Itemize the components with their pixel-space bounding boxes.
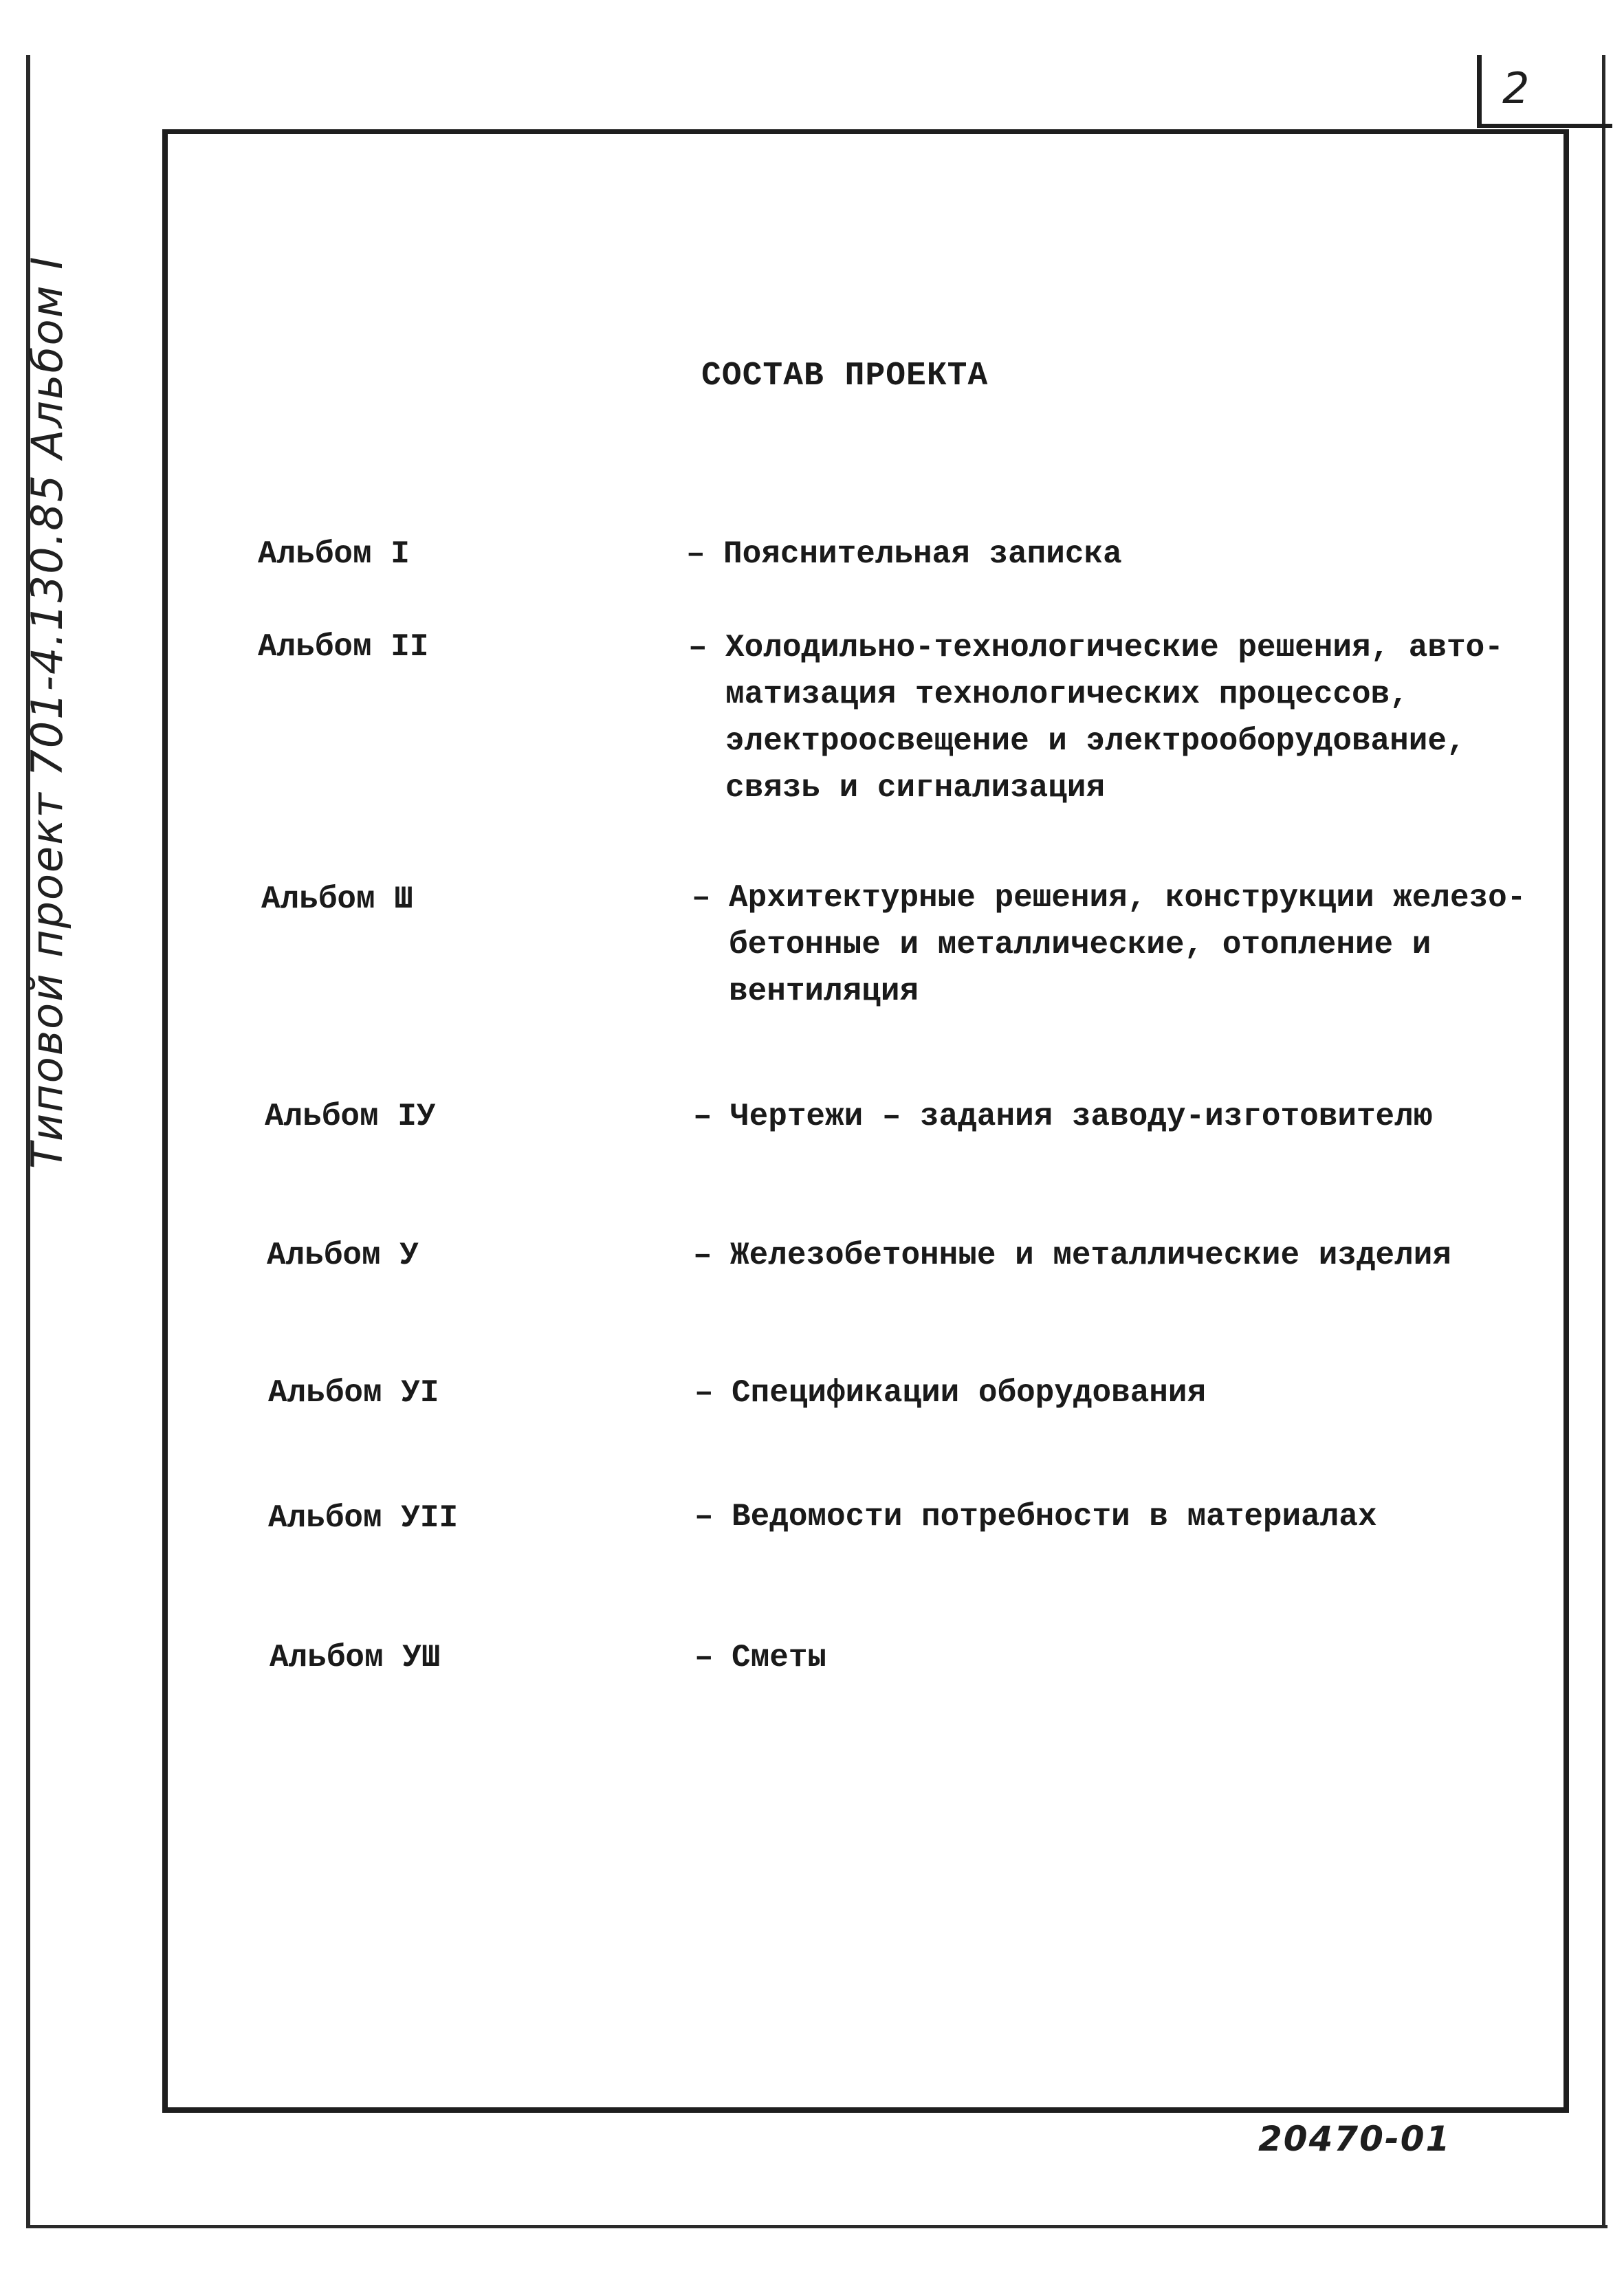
description-line: матизация технологических процессов, <box>725 677 1409 712</box>
description-line: электроосвещение и электрооборудование, <box>725 723 1466 759</box>
album-label: Альбом УI <box>268 1375 439 1411</box>
description-line: Железобетонные и металлические изделия <box>730 1238 1451 1273</box>
description-line: Холодильно-технологические решения, авто- <box>725 630 1504 666</box>
dash: – <box>693 1099 712 1134</box>
album-description <box>694 1370 1207 1416</box>
album-label: Альбом У <box>267 1238 419 1273</box>
album-label: Альбом Ш <box>261 881 413 917</box>
description-line: связь и сигнализация <box>725 770 1106 806</box>
dash: – <box>693 1238 712 1273</box>
outer-border-bottom <box>26 2225 1607 2228</box>
description-line: Чертежи – задания заводу-изготовителю <box>730 1099 1433 1134</box>
dash: – <box>686 536 705 572</box>
album-description <box>694 1493 1377 1540</box>
album-label: Альбом I <box>258 536 410 572</box>
album-label: Альбом УII <box>268 1500 459 1536</box>
dash: – <box>694 1375 714 1411</box>
description-line: бетонные и металлические, отопление и <box>729 927 1431 963</box>
album-description <box>694 1634 827 1681</box>
album-label: Альбом II <box>258 629 429 665</box>
description-line: Пояснительная записка <box>723 536 1122 572</box>
album-description <box>693 1232 1451 1279</box>
description-line: Спецификации оборудования <box>732 1375 1207 1411</box>
album-description <box>692 875 1526 1015</box>
album-label: Альбом IУ <box>265 1099 436 1134</box>
outer-border-right <box>1602 55 1605 2228</box>
album-label: Альбом УШ <box>270 1640 441 1676</box>
description-line: Архитектурные решения, конструкции железо- <box>729 880 1526 916</box>
dash: – <box>688 630 707 666</box>
page-number: 2 <box>1502 63 1530 113</box>
page-number-box <box>1477 55 1612 128</box>
side-project-note: Типовой проект 701-4.130.85 Альбом I <box>22 255 72 1169</box>
document-code: 20470-01 <box>1258 2119 1451 2159</box>
dash: – <box>692 880 711 916</box>
album-description <box>686 531 1122 578</box>
dash: – <box>694 1499 714 1535</box>
album-description <box>693 1093 1433 1140</box>
description-line: Сметы <box>732 1640 827 1676</box>
album-description <box>688 624 1504 811</box>
description-line: Ведомости потребности в материалах <box>732 1499 1377 1535</box>
description-line: вентиляция <box>729 974 919 1009</box>
page-title: СОСТАВ ПРОЕКТА <box>701 358 989 395</box>
dash: – <box>694 1640 714 1676</box>
